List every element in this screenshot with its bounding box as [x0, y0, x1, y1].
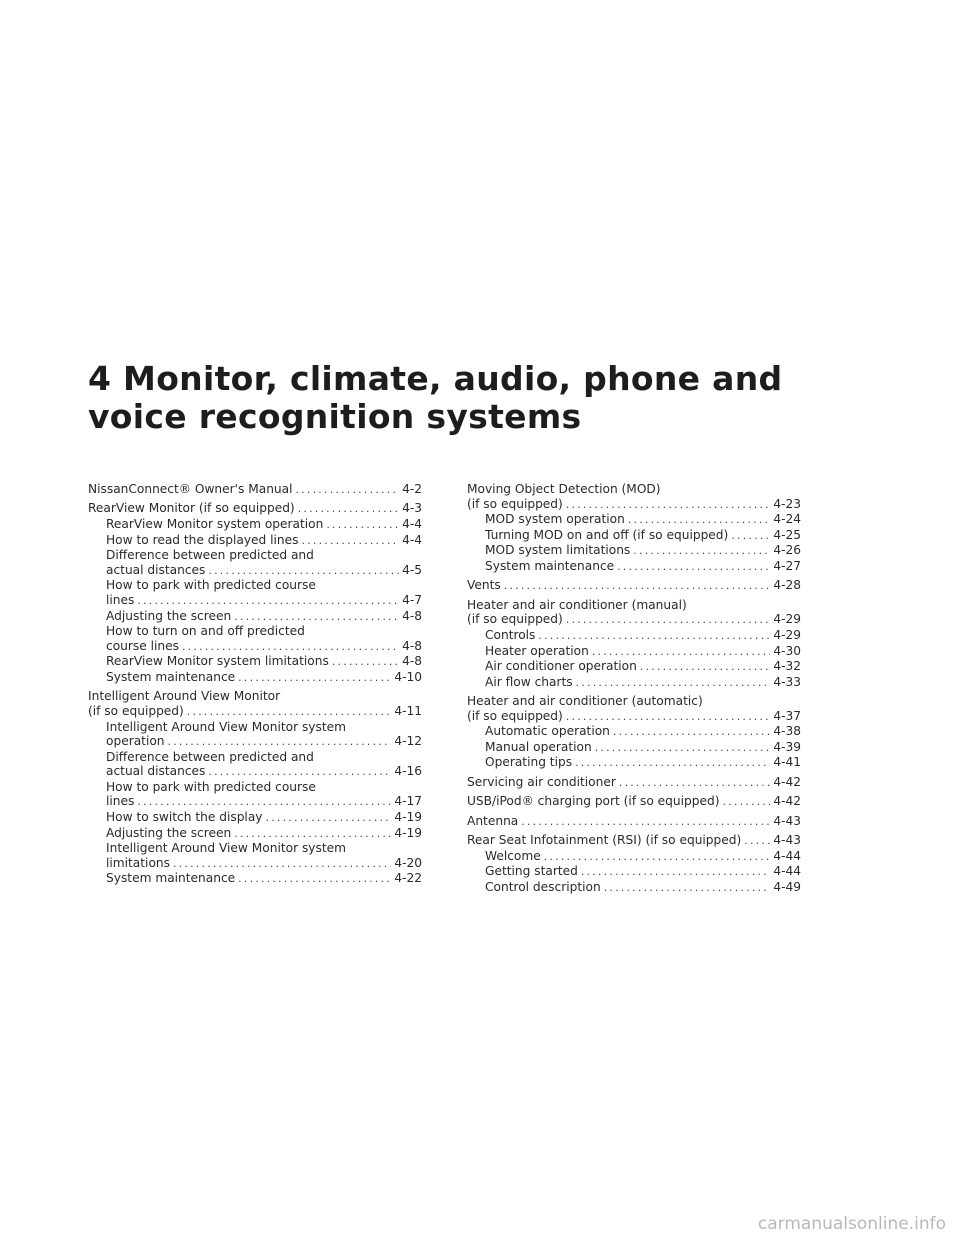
toc-page-number: 4-7	[402, 592, 422, 607]
toc-entry-row	[485, 740, 801, 756]
toc-entry-title: Controls	[485, 627, 536, 642]
dot-leader	[722, 795, 770, 810]
toc-entry-title: NissanConnect® Owner's Manual	[88, 482, 293, 496]
toc-entry-title: Turning MOD on and off (if so equipped)	[485, 527, 729, 542]
toc-subentry[interactable]	[88, 720, 422, 750]
toc-page-number: 4-2	[402, 482, 422, 496]
toc-entry-title: limitations	[106, 855, 170, 870]
toc-entry-title: System maintenance	[485, 558, 615, 573]
toc-entry-title: RearView Monitor system limitations	[106, 654, 329, 669]
toc-entry-row	[485, 755, 801, 771]
toc-entry-title: Getting started	[485, 864, 578, 879]
toc-entry-row	[467, 612, 801, 628]
toc-entry-title-line: How to turn on and off predicted	[106, 624, 305, 639]
toc-page-number: 4-19	[394, 825, 422, 840]
dot-leader	[576, 676, 771, 691]
toc-entry-row	[106, 609, 422, 625]
toc-entry-title: RearView Monitor (if so equipped)	[88, 501, 295, 516]
toc-entry[interactable]	[467, 578, 801, 594]
toc-page-number: 4-22	[394, 871, 422, 886]
toc-subentry[interactable]	[467, 559, 801, 575]
dot-leader	[538, 629, 770, 644]
toc-entry-row	[485, 628, 801, 644]
toc-subentry[interactable]	[88, 750, 422, 780]
toc-entry-title: actual distances	[106, 562, 206, 577]
toc-entry-title: Adjusting the screen	[106, 608, 232, 623]
toc-entry-title: course lines	[106, 638, 179, 653]
toc-subentry[interactable]	[467, 543, 801, 559]
watermark: carmanualsonline.info	[757, 1214, 946, 1234]
toc-page-number: 4-19	[394, 810, 422, 825]
chapter-title-line-1: 4 Monitor, climate, audio, phone and	[88, 359, 783, 398]
toc-subentry[interactable]	[88, 624, 422, 654]
toc-entry-title: USB/iPod® charging port (if so equipped)	[467, 794, 720, 809]
toc-subentry[interactable]	[467, 628, 801, 644]
toc-page-number: 4-28	[773, 578, 801, 593]
toc-entry-row	[106, 563, 422, 579]
toc-entry-title: MOD system limitations	[485, 543, 631, 558]
toc-entry[interactable]	[467, 833, 801, 849]
chapter-title-line-2: voice recognition systems	[88, 397, 582, 436]
toc-entry-row	[467, 794, 801, 810]
toc-entry-title: actual distances	[106, 764, 206, 779]
toc-entry-title-line: Heater and air conditioner (manual)	[467, 597, 687, 612]
toc-page-number: 4-25	[773, 527, 801, 542]
dot-leader	[521, 815, 770, 830]
dot-leader	[187, 705, 392, 720]
toc-subentry[interactable]	[467, 528, 801, 544]
toc-entry-row	[485, 528, 801, 544]
toc-page-number: 4-24	[773, 512, 801, 527]
toc-page-number: 4-33	[773, 674, 801, 689]
dot-leader	[302, 534, 400, 549]
toc-entry-title: RearView Monitor system operation	[106, 516, 324, 531]
toc-page-number: 4-11	[394, 703, 422, 718]
dot-leader	[296, 483, 400, 498]
toc-entry-title: Welcome	[485, 848, 541, 863]
toc-entry-title: Servicing air conditioner	[467, 774, 616, 789]
toc-page-number: 4-20	[394, 855, 422, 870]
toc-subentry[interactable]	[467, 659, 801, 675]
toc-subentry[interactable]	[467, 849, 801, 865]
toc-entry-title: lines	[106, 794, 135, 809]
toc-subentry[interactable]	[88, 548, 422, 578]
toc-entry-row	[467, 814, 801, 830]
toc-entry-row	[106, 764, 422, 780]
toc-page-number: 4-44	[773, 864, 801, 879]
toc-page-number: 4-43	[773, 813, 801, 828]
toc-entry-row	[106, 871, 422, 887]
dot-leader	[628, 513, 771, 528]
toc-page-number: 4-3	[402, 501, 422, 516]
toc-entry-title: Operating tips	[485, 755, 573, 770]
dot-leader	[208, 564, 399, 579]
dot-leader	[581, 865, 770, 880]
toc-page-number: 4-8	[402, 638, 422, 653]
toc-subentry[interactable]	[467, 675, 801, 691]
toc-page-number: 4-12	[394, 734, 422, 749]
toc-subentry[interactable]	[88, 609, 422, 625]
dot-leader	[332, 655, 399, 670]
toc-page-number: 4-29	[773, 612, 801, 627]
dot-leader	[617, 560, 770, 575]
dot-leader	[234, 610, 399, 625]
toc-entry-title-line: How to park with predicted course	[106, 578, 316, 593]
toc-entry-title: (if so equipped)	[467, 612, 563, 627]
toc-page-number: 4-10	[394, 669, 422, 684]
toc-subentry[interactable]	[88, 841, 422, 871]
toc-page-number: 4-29	[773, 627, 801, 642]
dot-leader	[168, 735, 392, 750]
toc-entry-title-line: Difference between predicted and	[106, 749, 314, 764]
toc-entry-row	[106, 856, 422, 872]
toc-entry-row	[88, 482, 422, 498]
dot-leader	[238, 671, 391, 686]
toc-entry-title: Heater operation	[485, 643, 589, 658]
toc-entry-row	[106, 810, 422, 826]
toc-entry-title: How to read the displayed lines	[106, 532, 299, 547]
toc-subentry[interactable]	[467, 755, 801, 771]
toc-entry-title: System maintenance	[106, 669, 236, 684]
dot-leader	[566, 710, 771, 725]
dot-leader	[640, 660, 770, 675]
toc-page-number: 4-37	[773, 708, 801, 723]
toc-entry-row	[88, 501, 422, 517]
dot-leader	[504, 579, 771, 594]
toc-entry-row	[485, 659, 801, 675]
toc-entry-row	[106, 794, 422, 810]
toc-subentry[interactable]	[88, 654, 422, 670]
dot-leader	[208, 765, 391, 780]
toc-entry-row	[106, 517, 422, 533]
toc-subentry[interactable]	[467, 644, 801, 660]
toc-entry-title: Automatic operation	[485, 724, 610, 739]
toc-entry-title: Air flow charts	[485, 674, 573, 689]
dot-leader	[592, 645, 771, 660]
toc-page-number: 4-23	[773, 496, 801, 511]
toc-entry[interactable]	[467, 598, 801, 628]
dot-leader	[566, 613, 771, 628]
toc-page-number: 4-27	[773, 558, 801, 573]
toc-entry-row	[467, 775, 801, 791]
toc-entry-row	[485, 543, 801, 559]
toc-page-number: 4-44	[773, 848, 801, 863]
dot-leader	[731, 529, 770, 544]
toc-page-number: 4-38	[773, 724, 801, 739]
toc-entry-title: Vents	[467, 578, 501, 593]
toc-page-number: 4-43	[773, 833, 801, 848]
toc-page-number: 4-30	[773, 643, 801, 658]
dot-leader	[238, 872, 391, 887]
toc-entry[interactable]	[467, 482, 801, 512]
toc-page-number: 4-4	[402, 532, 422, 547]
dot-leader	[744, 834, 770, 849]
toc-entry-title: (if so equipped)	[467, 708, 563, 723]
toc-subentry[interactable]	[467, 724, 801, 740]
toc-entry-title-line: Difference between predicted and	[106, 548, 314, 563]
toc-entry[interactable]	[88, 501, 422, 517]
toc-entry-title-line: How to park with predicted course	[106, 779, 316, 794]
toc-entry-title: Control description	[485, 879, 601, 894]
toc-page-number: 4-26	[773, 543, 801, 558]
toc-subentry[interactable]	[467, 740, 801, 756]
dot-leader	[182, 640, 399, 655]
toc-subentry[interactable]	[88, 670, 422, 686]
toc-entry-row	[106, 826, 422, 842]
toc-entry-row	[467, 833, 801, 849]
toc-entry[interactable]	[467, 794, 801, 810]
toc-subentry[interactable]	[467, 864, 801, 880]
dot-leader	[633, 544, 770, 559]
toc-subentry[interactable]	[88, 578, 422, 608]
toc-entry-row	[485, 864, 801, 880]
toc-page-number: 4-17	[394, 794, 422, 809]
toc-page-number: 4-8	[402, 608, 422, 623]
toc-subentry[interactable]	[88, 533, 422, 549]
toc-entry-row	[485, 559, 801, 575]
toc-entry[interactable]	[467, 775, 801, 791]
toc-entry[interactable]	[88, 482, 422, 498]
toc-entry-row	[485, 675, 801, 691]
toc-subentry[interactable]	[467, 512, 801, 528]
toc-page-number: 4-32	[773, 659, 801, 674]
toc-entry-title: (if so equipped)	[467, 496, 563, 511]
toc-entry-row	[106, 639, 422, 655]
dot-leader	[137, 594, 399, 609]
dot-leader	[298, 502, 399, 517]
toc-entry-title: Air conditioner operation	[485, 659, 637, 674]
toc-entry-title: lines	[106, 592, 135, 607]
toc-entry[interactable]	[88, 689, 422, 719]
toc-entry-row	[467, 578, 801, 594]
dot-leader	[613, 725, 770, 740]
chapter-title	[88, 360, 888, 436]
toc-page-number: 4-16	[394, 764, 422, 779]
toc-page-number: 4-8	[402, 654, 422, 669]
toc-page-number: 4-41	[773, 755, 801, 770]
toc-page-number: 4-4	[402, 516, 422, 531]
toc-entry-title-line: Intelligent Around View Monitor system	[106, 841, 347, 856]
dot-leader	[595, 741, 771, 756]
dot-leader	[575, 756, 770, 771]
dot-leader	[544, 850, 771, 865]
toc-subentry[interactable]	[88, 780, 422, 810]
toc-entry-title-line: Heater and air conditioner (automatic)	[467, 694, 703, 709]
dot-leader	[173, 857, 391, 872]
toc-page-number: 4-5	[402, 562, 422, 577]
toc-entry-row	[485, 724, 801, 740]
dot-leader	[619, 776, 770, 791]
toc-subentry[interactable]	[88, 826, 422, 842]
dot-leader	[326, 518, 399, 533]
toc-entry-title: Antenna	[467, 813, 519, 828]
toc-entry-row	[106, 654, 422, 670]
toc-page-number: 4-39	[773, 739, 801, 754]
toc-entry-title: Manual operation	[485, 739, 592, 754]
toc-entry-title: operation	[106, 734, 165, 749]
dot-leader	[266, 811, 392, 826]
toc-entry-row	[485, 880, 801, 896]
toc-entry-title-line: Intelligent Around View Monitor	[88, 689, 281, 704]
toc-page-number: 4-49	[773, 879, 801, 894]
toc-page-number: 4-42	[773, 774, 801, 789]
toc-page-number: 4-42	[773, 794, 801, 809]
toc-entry-row	[106, 533, 422, 549]
toc-entry[interactable]	[467, 814, 801, 830]
toc-right-column	[467, 482, 801, 895]
toc-entry[interactable]	[467, 694, 801, 724]
toc-entry-title: How to switch the display	[106, 810, 263, 825]
toc-entry-title: System maintenance	[106, 871, 236, 886]
toc-subentry[interactable]	[88, 517, 422, 533]
dot-leader	[234, 827, 391, 842]
dot-leader	[137, 795, 391, 810]
toc-entry-row	[106, 734, 422, 750]
toc-entry-row	[485, 644, 801, 660]
dot-leader	[604, 881, 771, 896]
toc-entry-title: MOD system operation	[485, 512, 625, 527]
toc-entry-title: (if so equipped)	[88, 703, 184, 718]
toc-subentry[interactable]	[467, 880, 801, 896]
toc-entry-title-line: Intelligent Around View Monitor system	[106, 719, 347, 734]
toc-subentry[interactable]	[88, 871, 422, 887]
toc-entry-title: Adjusting the screen	[106, 825, 232, 840]
toc-entry-row	[106, 670, 422, 686]
toc-entry-title-line: Moving Object Detection (MOD)	[467, 482, 661, 496]
toc-entry-row	[485, 849, 801, 865]
toc-entry-title: Rear Seat Infotainment (RSI) (if so equipped)	[467, 833, 742, 848]
toc-entry-row	[467, 497, 801, 513]
toc-entry-row	[106, 593, 422, 609]
toc-entry-row	[485, 512, 801, 528]
toc-left-column	[88, 482, 422, 887]
toc-entry-row	[88, 704, 422, 720]
toc-entry-row	[467, 709, 801, 725]
dot-leader	[566, 498, 771, 513]
toc-subentry[interactable]	[88, 810, 422, 826]
